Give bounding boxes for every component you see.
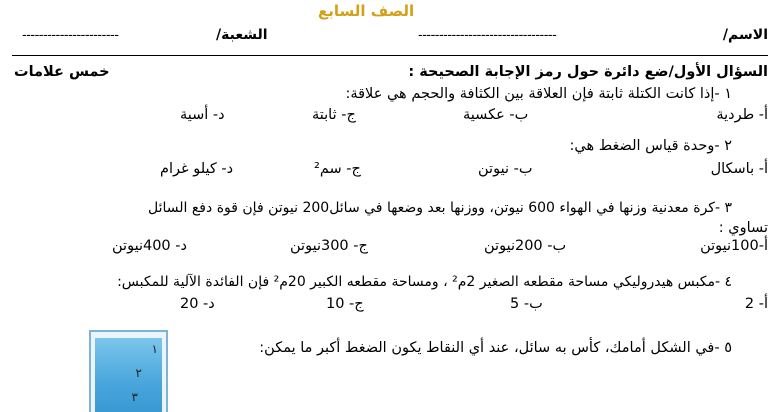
- question-3-text: ٣ -كرة معدنية وزنها في الهواء 600 نيوتن، ووزنها بعد وضعها في سائل200 نيوتن فإن قوة دفع السائل: [148, 200, 732, 216]
- q3-option-a[interactable]: أ-100نيوتن: [700, 238, 768, 254]
- question-1-text: ١ -إذا كانت الكتلة ثابتة فإن العلاقة بين الكثافة والحجم هي علاقة:: [345, 86, 732, 102]
- q2-option-c[interactable]: ج- سم²: [314, 161, 361, 177]
- section-label: الشعبة/: [216, 27, 268, 43]
- name-field[interactable]: ---------------------------------: [418, 28, 557, 43]
- q2-option-b[interactable]: ب- نيوتن: [478, 161, 533, 177]
- question-4-text: ٤ -مكبس هيدروليكي مساحة مقطعه الصغير 2م² ، ومساحة مقطعه الكبير 20م² فإن الفائدة الآلية للمكبس:: [117, 274, 732, 290]
- q3-option-d[interactable]: د- 400نيوتن: [112, 238, 187, 254]
- question-one-title: السؤال الأول/ضع دائرة حول رمز الإجابة الصحيحة :: [408, 64, 768, 80]
- q1-option-a[interactable]: أ- طردية: [716, 107, 768, 123]
- q3-option-c[interactable]: ج- 300نيوتن: [290, 238, 368, 254]
- beaker-figure: [89, 330, 168, 412]
- q4-option-b[interactable]: ب- 5: [510, 296, 543, 312]
- header-divider: [12, 55, 768, 56]
- q4-option-c[interactable]: ج- 10: [326, 296, 364, 312]
- beaker-point-3[interactable]: ٣: [131, 390, 138, 404]
- question-one-marks: خمس علامات: [14, 64, 110, 80]
- q1-option-d[interactable]: د- أسية: [180, 107, 225, 123]
- q3-option-b[interactable]: ب- 200نيوتن: [484, 238, 567, 254]
- question-5-text: ٥ -في الشكل أمامك، كأس به سائل، عند أي النقاط يكون الضغط أكبر ما يمكن:: [259, 340, 732, 356]
- section-field[interactable]: -----------------------: [22, 28, 119, 43]
- q4-option-d[interactable]: د- 20: [180, 296, 215, 312]
- q2-option-a[interactable]: أ- باسكال: [710, 161, 768, 177]
- q4-option-a[interactable]: أ- 2: [744, 296, 768, 312]
- name-label: الاسم/: [722, 27, 768, 43]
- q1-option-c[interactable]: ج- ثابتة: [312, 107, 356, 123]
- question-3-text-cont: تساوي :: [718, 220, 768, 236]
- q2-option-d[interactable]: د- كيلو غرام: [160, 161, 234, 177]
- beaker-point-1[interactable]: ١: [151, 342, 158, 356]
- question-2-text: ٢ -وحدة قياس الضغط هي:: [569, 138, 732, 154]
- q1-option-b[interactable]: ب- عكسية: [463, 107, 529, 123]
- grade-title: الصف السابع: [318, 2, 415, 20]
- beaker-point-2[interactable]: ٢: [135, 366, 142, 380]
